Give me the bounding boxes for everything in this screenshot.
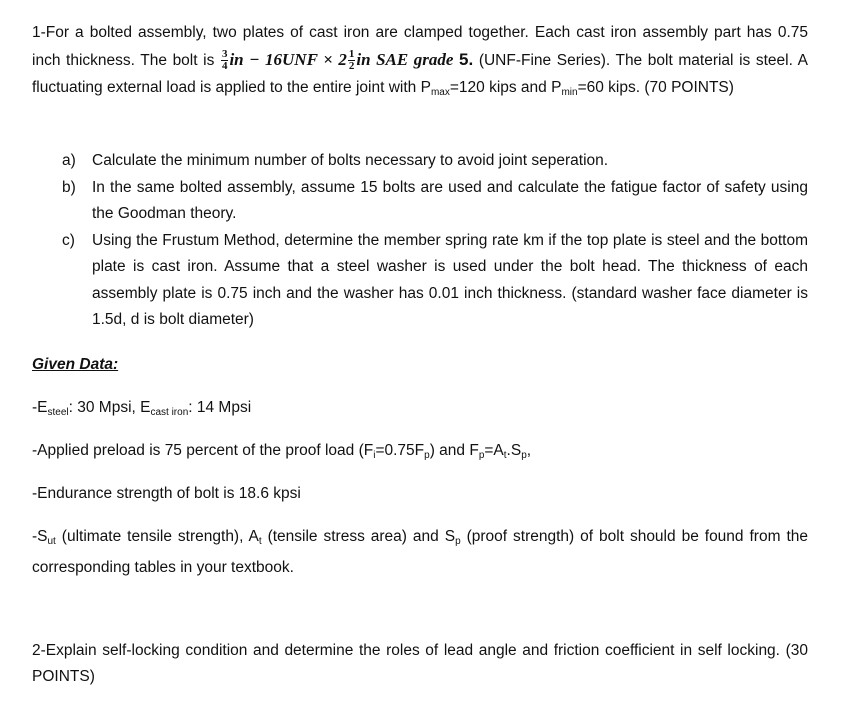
- subscript: max: [430, 87, 450, 98]
- given-text: -Applied preload is 75 percent of the proof load (F: [32, 442, 374, 459]
- fraction-numerator: 1: [348, 48, 355, 61]
- subscript: ut: [47, 536, 56, 547]
- question-1-parts: [62, 148, 808, 334]
- given-text: =0.75F: [375, 442, 425, 459]
- list-item-text: Using the Frustum Method, determine the member spring rate km if the top plate is steel and the bottom plate is cast iron. Assume that a steel washer is used under the bolt head. The thickness of each assembly plate is 0.75 inch and the washer has 0.01 inch thickness. (standard washer face diameter is 1.5d, d is bolt diameter): [92, 231, 808, 328]
- bolt-spec-math-grade: in SAE grade: [356, 50, 454, 69]
- subscript: i: [373, 450, 376, 461]
- given-preload: [32, 438, 808, 469]
- given-text: -S: [32, 528, 48, 545]
- q1-text: 1-For a bolted assembly, two plates of cast iron are clamped together. Each cast iron assembly part has 0.75 inch thickness. The bolt is: [32, 24, 808, 69]
- fraction-denominator: 4: [221, 60, 228, 73]
- subscript: p: [424, 450, 430, 461]
- q1-text: (UNF-Fine Series). The bolt material is steel. A fluctuating external load is applied to the entire joint with P: [32, 52, 809, 96]
- fraction-denominator: 2: [348, 60, 355, 73]
- subscript: p: [478, 450, 485, 461]
- list-item-label: a): [62, 152, 76, 169]
- bolt-grade-number: 5.: [459, 50, 474, 69]
- given-text: .S: [506, 442, 522, 459]
- list-item-label: c): [62, 231, 75, 249]
- given-text: ) and F: [429, 442, 479, 459]
- q1-text: =60 kips. (70 POINTS): [577, 79, 734, 96]
- question-1: [32, 19, 808, 106]
- given-text: ,: [526, 442, 532, 459]
- subscript: min: [561, 87, 578, 98]
- given-text: : 30 Mpsi, E: [68, 399, 151, 416]
- fraction-three-quarters: [221, 49, 229, 72]
- list-item-text: In the same bolted assembly, assume 15 bolts are used and calculate the fatigue factor of safety using the Goodman theory.: [92, 178, 808, 222]
- fraction-numerator: 3: [221, 48, 228, 61]
- given-text: (ultimate tensile strength), A: [55, 528, 259, 545]
- list-item: [62, 148, 808, 175]
- subscript: t: [258, 536, 262, 547]
- fraction-one-half: [348, 49, 356, 72]
- list-item-text: Calculate the minimum number of bolts necessary to avoid joint seperation.: [92, 152, 609, 169]
- list-item: [62, 175, 808, 228]
- given-text: (tensile stress area) and S: [261, 528, 456, 545]
- subscript: p: [521, 450, 527, 461]
- given-endurance: -Endurance strength of bolt is 18.6 kpsi: [32, 485, 301, 502]
- list-item: [62, 228, 808, 334]
- question-2: 2-Explain self-locking condition and determine the roles of lead angle and friction coefficient in self locking. (30 POINTS): [32, 642, 808, 685]
- given-modulus: [32, 395, 808, 426]
- bolt-spec-math: in − 16UNF × 2: [229, 50, 347, 69]
- given-text: -E: [32, 399, 48, 416]
- given-text: =A: [484, 442, 504, 459]
- list-item-label: b): [62, 178, 76, 196]
- subscript: cast iron: [150, 407, 189, 418]
- q1-text: =120 kips and P: [449, 79, 562, 96]
- given-strengths: [32, 524, 808, 581]
- given-text: (proof strength) of bolt should be found from the corresponding tables in your textbook.: [32, 528, 808, 576]
- subscript: t: [503, 450, 507, 461]
- subscript: p: [455, 536, 461, 547]
- subscript: steel: [47, 407, 69, 418]
- given-data-heading: Given Data:: [32, 356, 119, 373]
- given-text: : 14 Mpsi: [188, 399, 252, 416]
